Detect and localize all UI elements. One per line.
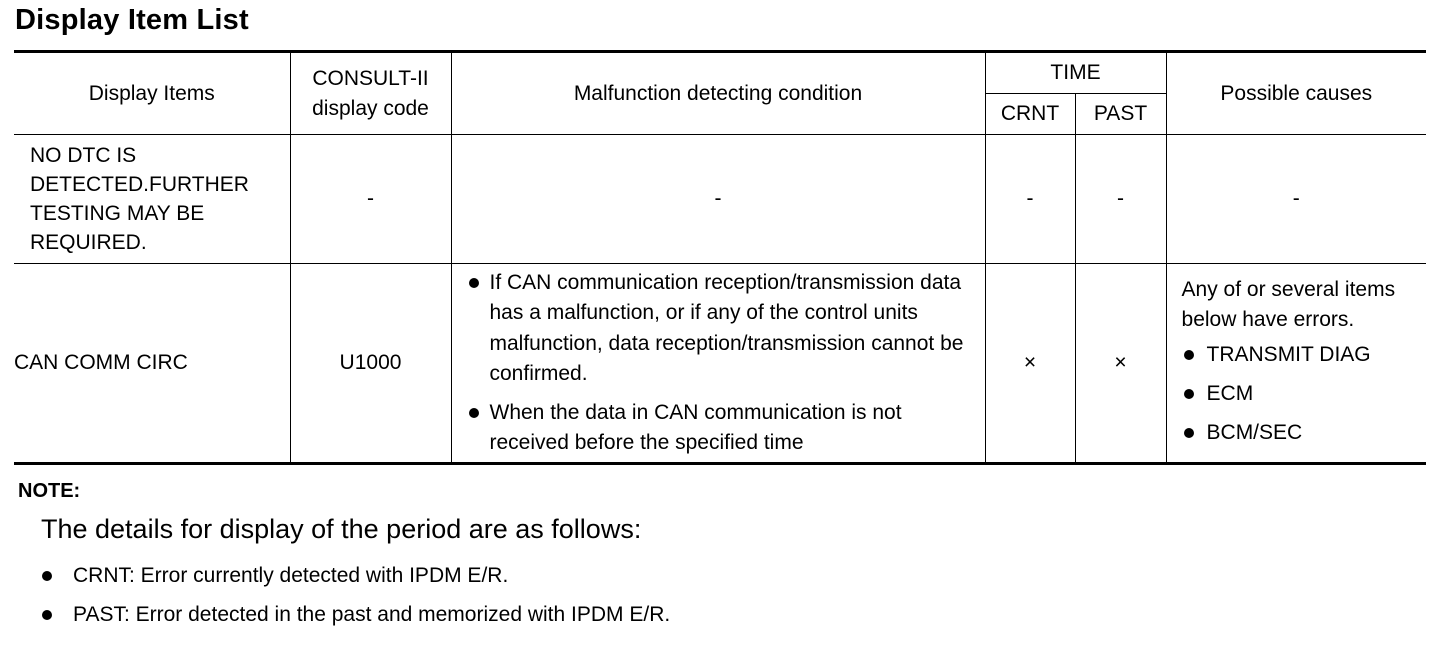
- cause-item: BCM/SEC: [1167, 413, 1427, 452]
- condition-item: When the data in CAN communication is not received before the specified time: [452, 398, 985, 459]
- cause-item: TRANSMIT DIAG: [1167, 335, 1427, 374]
- note-item: CRNT: Error currently detected with IPDM E/R.: [40, 560, 670, 599]
- condition-cell: [451, 264, 985, 464]
- crnt-cell: -: [985, 135, 1075, 264]
- note-item: PAST: Error detected in the past and memorized with IPDM E/R.: [40, 599, 670, 638]
- header-display-items: Display Items: [14, 52, 290, 135]
- display-item-line: TESTING MAY BE: [30, 202, 205, 225]
- table-row: [14, 264, 1426, 464]
- display-item-cell: [14, 135, 290, 264]
- header-time: TIME: [985, 52, 1166, 94]
- page-title: Display Item List: [15, 4, 249, 36]
- cause-item: ECM: [1167, 374, 1427, 413]
- note-list: [40, 560, 670, 638]
- header-past: PAST: [1075, 94, 1166, 135]
- crnt-cell: ×: [985, 264, 1075, 464]
- table-row: [14, 135, 1426, 264]
- code-cell: U1000: [290, 264, 451, 464]
- display-item-line: NO DTC IS: [30, 144, 137, 167]
- code-cell: -: [290, 135, 451, 264]
- causes-cell: -: [1166, 135, 1426, 264]
- header-crnt: CRNT: [985, 94, 1075, 135]
- display-item-line: DETECTED.FURTHER: [30, 173, 249, 196]
- condition-cell: -: [451, 135, 985, 264]
- causes-intro: Any of or several items below have errors.: [1181, 277, 1396, 331]
- header-consult-code: CONSULT-II display code: [290, 52, 451, 135]
- display-item-line: REQUIRED.: [30, 231, 147, 254]
- past-cell: ×: [1075, 264, 1166, 464]
- display-item-table: [14, 50, 1426, 465]
- header-malfunction-condition: Malfunction detecting condition: [451, 52, 985, 135]
- note-label: NOTE:: [18, 480, 81, 502]
- causes-cell: [1166, 264, 1426, 464]
- condition-item: If CAN communication reception/transmission data has a malfunction, or if any of the control units malfunction, data reception/transmission cannot be confirmed.: [452, 268, 985, 390]
- past-cell: -: [1075, 135, 1166, 264]
- display-item-cell: CAN COMM CIRC: [14, 264, 290, 464]
- header-possible-causes: Possible causes: [1166, 52, 1426, 135]
- note-intro: The details for display of the period are as follows:: [41, 514, 642, 544]
